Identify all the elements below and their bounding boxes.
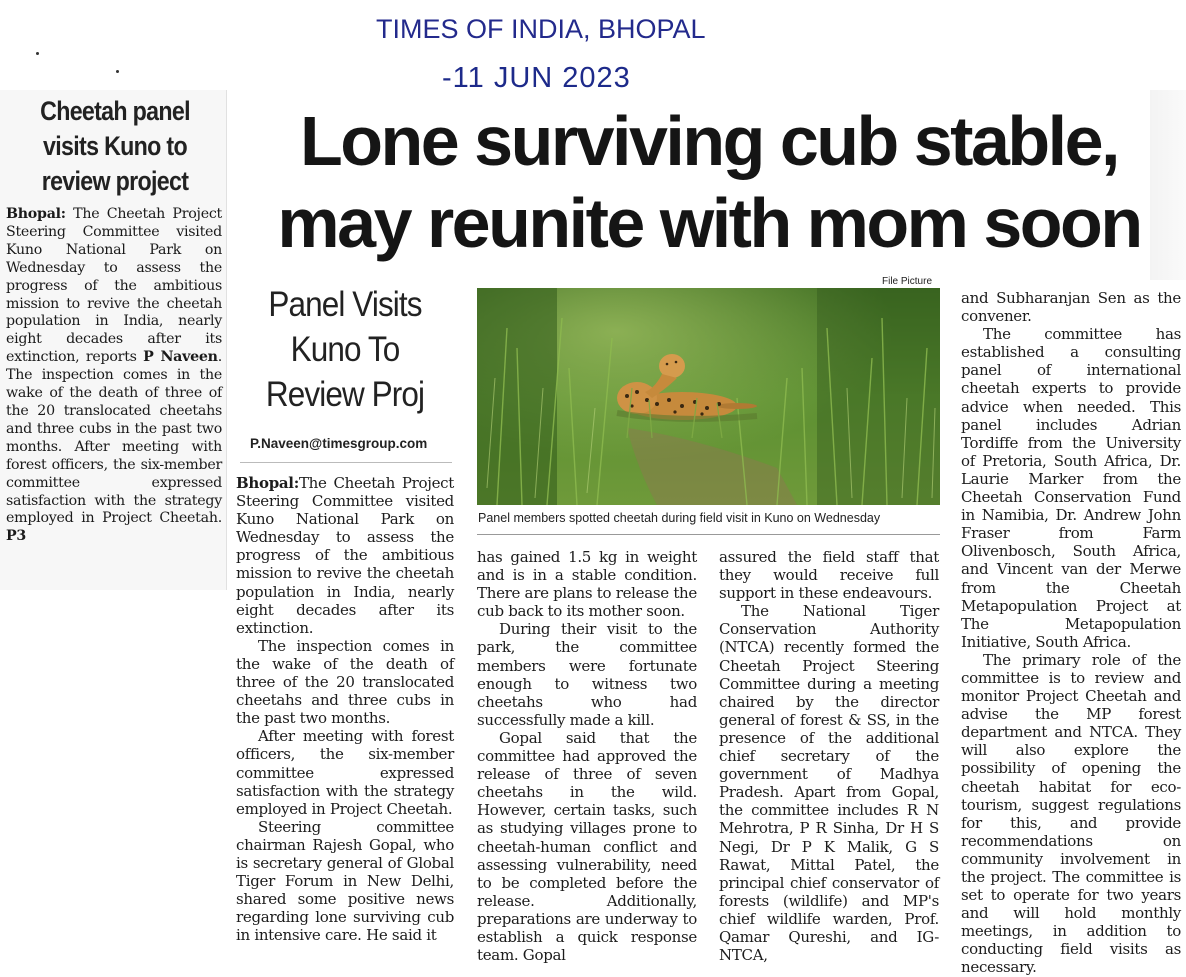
caption-rule [477,534,940,535]
col4-para-1: and Subharanjan Sen as the convener. [961,289,1181,326]
side-reporter: P Naveen [143,349,218,366]
side-dateline: Bhopal: [6,206,66,222]
side-story-headline: Cheetah panel visits Kuno to review project [40,96,190,196]
divider [240,462,452,463]
side-body-text: The Cheetah Project Steering Committee visited Kuno National Park on Wednesday to assess the progress of the ambitious mission to revive the cheetah population in India, nearly eight decades after its extinction, reports [6,206,222,366]
speck [116,70,119,73]
headline-line-1: Lone surviving cub stable, [300,102,1118,180]
col2-para-1: has gained 1.5 kg in weight and is in a stable condition. There are plans to release the cub back to its mother soon. [477,548,697,621]
col4-para-2: The committee has established a consulting panel of international cheetah experts to provide advice when needed. This panel includes Adrian Tordiffe from the University of Pretoria, South Africa, Dr. Laurie Marker from the Cheetah Conservation Fund in Namibia, Dr. Andrew John Fraser from Farm Olivenbosch, South Africa, and Vincent van der Merwe from the Cheetah Metapopulation Project at The Metapopulation Initiative, South Africa. [961,325,1181,651]
date-stamp: -11 JUN 2023 [442,62,631,94]
dateline: Bhopal: [236,474,299,492]
col2-para-2: During their visit to the park, the committee members were fortunate enough to witness two cheetahs who had successfully made a kill. [477,620,697,729]
main-headline [236,100,1182,264]
col3-para-2: The National Tiger Conservation Authority (NTCA) recently formed the Cheetah Project Steering Committee during a meeting chaired by the director general of forest & SS, in the presence of the additional chief secretary of the government of Madhya Pradesh. Apart from Gopal, the committee includes R N Mehrotra, P R Sinha, Dr H S Negi, Dr P K Malik, G S Rawat, Mittal Patel, the principal chief conservator of forests (wildlife) and MP's chief wildlife warden, Prof. Qamar Qureshi, and IG-NTCA, [719,602,939,965]
story-deck: Panel Visits Kuno To Review Proj [265,285,425,414]
col1-para-2: The inspection comes in the wake of the death of three of the 20 translocated cheetahs and three cubs in the past two months. [236,636,454,728]
article-column-3 [719,548,939,964]
photo-caption: Panel members spotted cheetah during field visit in Kuno on Wednesday [478,511,881,525]
col3-para-1: assured the field staff that they would receive full support in these endeavours. [719,548,939,603]
article-column-4 [961,289,1181,977]
col1-para-1: The Cheetah Project Steering Committee visited Kuno National Park on Wednesday to assess the progress of the ambitious mission to revive the cheetah population in India, nearly eight decades after its extinction. [236,474,454,637]
article-column-2 [477,548,697,964]
speck [36,52,39,55]
byline: P.Naveen@timesgroup.com [250,436,428,451]
col4-para-3: The primary role of the committee is to review and monitor Project Cheetah and advise the MP forest department and NTCA. They will also explore the possibility of opening the cheetah habitat for eco-tourism, suggest regulations for this, and provide recommendations on community involvement in the project. The committee is set to operate for two years and will hold monthly meetings, in addition to conducting field visits as necessary. [961,650,1181,977]
article-column-1 [236,474,454,944]
headline-line-2: may reunite with mom soon [277,184,1141,262]
col1-para-4: Steering committee chairman Rajesh Gopal, who is secretary general of Global Tiger Forum in New Delhi, shared some positive news regarding lone surviving cub in intensive care. He said it [236,817,454,945]
col1-para-3: After meeting with forest officers, the six-member committee expressed satisfaction with the strategy employed in Project Cheetah. [236,727,454,818]
side-page-ref: P3 [6,528,27,545]
side-story-body [6,206,222,546]
newspaper-stamp: TIMES OF INDIA, BHOPAL [376,14,706,44]
side-body-text-2: . The inspection comes in the wake of the death of three of the 20 translocated cheetahs and three cubs in the past two months. After meeting with forest officers, the six-member committee expressed satisfaction with the strategy employed in Project Cheetah. [6,349,222,527]
photo-credit: File Picture [882,276,933,287]
col2-para-3: Gopal said that the committee had approved the release of three of seven cheetahs in the wild. However, certain tasks, such as studying villages prone to cheetah-human conflict and assessing vulnerability, need to be completed before the release. Additionally, preparations are underway to establish a quick response team. Gopal [477,728,697,965]
cheetah-photo [477,288,940,505]
cheetah-illustration [477,288,940,505]
